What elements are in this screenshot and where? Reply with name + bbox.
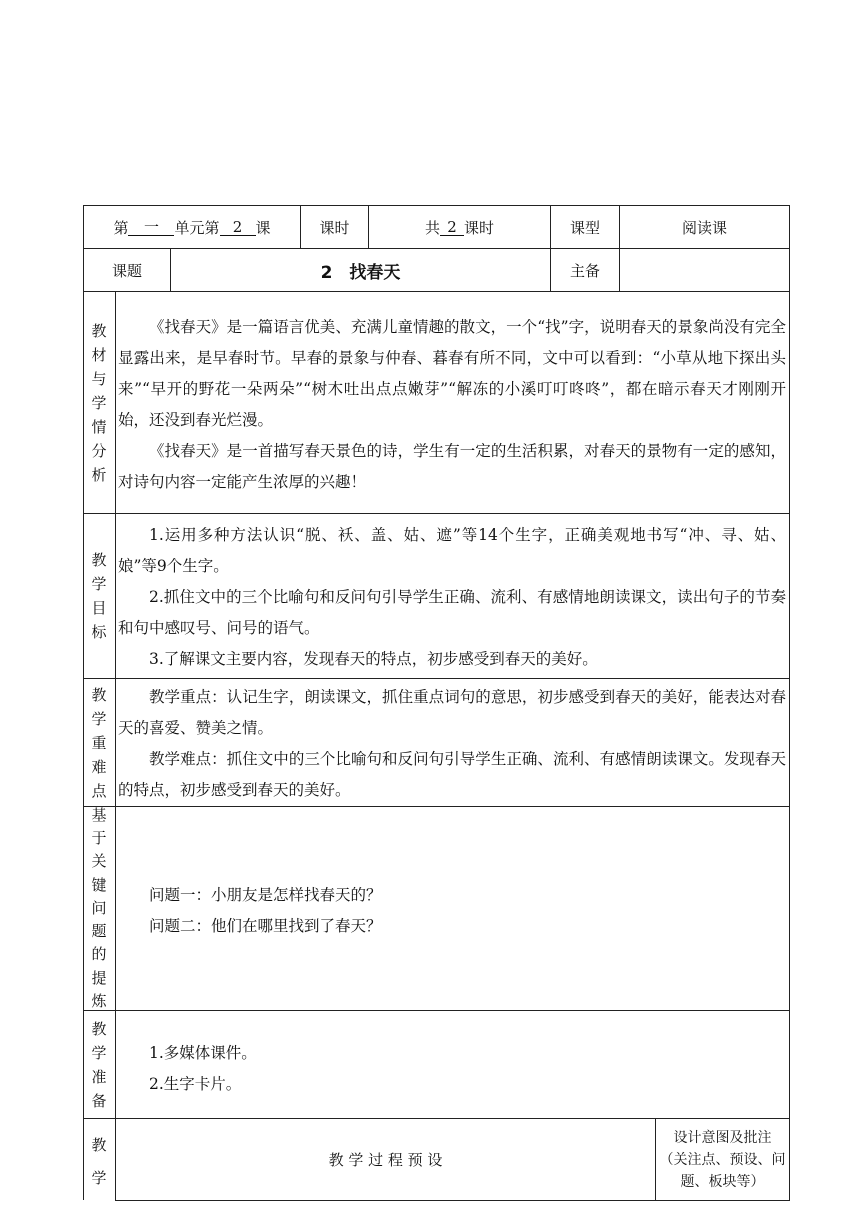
label-char: 教	[91, 551, 107, 569]
label-char: 炼	[91, 991, 107, 1010]
label-char: 的	[91, 945, 107, 964]
label-char: 学	[91, 575, 107, 593]
period-suffix: 课时	[464, 218, 495, 237]
rule	[115, 291, 116, 1201]
analysis-paragraph: 《找春天》是一首描写春天景色的诗，学生有一定的生活积累，对春天的景物有一定的感知，对诗句内容一定能产生浓厚的兴趣！	[118, 442, 786, 491]
label-char: 标	[91, 623, 107, 641]
lesson-suffix: 课	[255, 218, 271, 237]
label-char: 学	[91, 709, 107, 728]
goal-item: 1.运用多种方法认识“脱、袄、盖、姑、遮”等14个生字，正确美观地书写“冲、寻、姑、娘”等9个生字。	[118, 526, 786, 575]
question-item: 问题二：他们在哪里找到了春天？	[149, 917, 382, 935]
keypoint-item: 教学难点：抓住文中的三个比喻句和反问句引导学生正确、流利、有感情朗读课文。发现春天的特点，初步感受到春天的美好。	[118, 750, 786, 799]
analysis-paragraph: 《找春天》是一篇语言优美、充满儿童情趣的散文，一个“找”字，说明春天的景象尚没有完全显露出来，是早春时节。早春的景象与仲春、暮春有所不同，文中可以看到：“小草从地下探出头来”“早开的野花一朵两朵”“树木吐出点点嫩芽”“解冻的小溪叮叮咚咚”，都在暗示春天才刚刚开始，还没到春光烂漫。	[118, 318, 786, 429]
label-char: 分	[91, 441, 107, 460]
note-line: （关注点、预设、问	[659, 1152, 786, 1168]
goal-item: 2.抓住文中的三个比喻句和反问句引导学生正确、流利、有感情地朗读课文，读出句子的节奏和句中感叹号、问号的语气。	[118, 588, 786, 637]
label-char: 键	[91, 875, 107, 894]
label-char: 教	[91, 1136, 107, 1154]
rule	[115, 1200, 789, 1201]
topic-label: 课题	[111, 261, 142, 280]
goal-item: 3.了解课文主要内容，发现春天的特点，初步感受到春天的美好。	[149, 650, 598, 668]
goals-text	[118, 520, 786, 675]
keypoints-text	[118, 682, 786, 806]
label-char: 教	[91, 685, 107, 704]
label-char: 重	[91, 733, 107, 752]
label-char: 关	[91, 852, 107, 871]
prep-text	[118, 1038, 786, 1100]
goals-label	[84, 514, 114, 678]
prep-item: 1.多媒体课件。	[149, 1044, 257, 1062]
unit-mid: 单元第	[174, 218, 220, 237]
prep-label	[84, 1011, 114, 1118]
questions-text	[118, 880, 786, 942]
label-char: 提	[91, 968, 107, 987]
keypoint-item: 教学重点：认记生字，朗读课文，抓住重点词句的意思，初步感受到春天的美好，能表达对春天的喜爱、赞美之情。	[118, 688, 786, 737]
type-value: 阅读课	[681, 218, 727, 237]
rule	[83, 806, 789, 807]
rule	[83, 1010, 789, 1011]
lesson-number: 2	[220, 219, 256, 236]
period-label: 课时	[319, 218, 350, 237]
process-label	[84, 1122, 114, 1202]
label-char: 教	[91, 321, 107, 340]
rule	[83, 291, 789, 292]
label-char: 题	[91, 922, 107, 941]
period-value-cell	[369, 206, 550, 248]
label-char: 与	[91, 369, 107, 388]
label-char: 材	[91, 345, 107, 364]
label-char: 准	[91, 1067, 107, 1086]
rule	[83, 513, 789, 514]
unit-prefix: 第	[113, 218, 129, 237]
questions-label	[84, 807, 114, 1010]
note-line: 设计意图及批注	[673, 1130, 772, 1146]
period-number: 2	[440, 219, 464, 236]
rule	[789, 205, 790, 1201]
analysis-text	[118, 312, 786, 498]
note-line: 题、板块等）	[680, 1174, 765, 1190]
label-char: 学	[91, 1043, 107, 1062]
rule	[83, 678, 789, 679]
prep-item: 2.生字卡片。	[149, 1075, 242, 1093]
type-label: 课型	[569, 218, 600, 237]
unit-number: 一	[128, 219, 174, 236]
period-prefix: 共	[424, 218, 440, 237]
label-char: 问	[91, 898, 107, 917]
label-char: 难	[91, 757, 107, 776]
label-char: 点	[91, 781, 107, 800]
process-title: 教 学 过 程 预 设	[328, 1151, 443, 1169]
label-char: 情	[91, 417, 107, 436]
owner-value	[620, 249, 789, 291]
analysis-label	[84, 292, 114, 513]
label-char: 备	[91, 1091, 107, 1110]
process-note	[656, 1121, 789, 1199]
owner-label: 主备	[569, 261, 600, 280]
keypoints-label	[84, 679, 114, 806]
label-char: 学	[91, 393, 107, 412]
label-char: 教	[91, 1019, 107, 1038]
label-char: 基	[91, 805, 107, 824]
label-char: 析	[91, 465, 107, 484]
label-char: 目	[91, 599, 107, 617]
lesson-title: 2 找春天	[320, 262, 401, 283]
label-char: 于	[91, 829, 107, 848]
question-item: 问题一：小朋友是怎样找春天的？	[149, 886, 382, 904]
label-char: 学	[91, 1169, 107, 1187]
unit-lesson-cell	[84, 206, 300, 248]
